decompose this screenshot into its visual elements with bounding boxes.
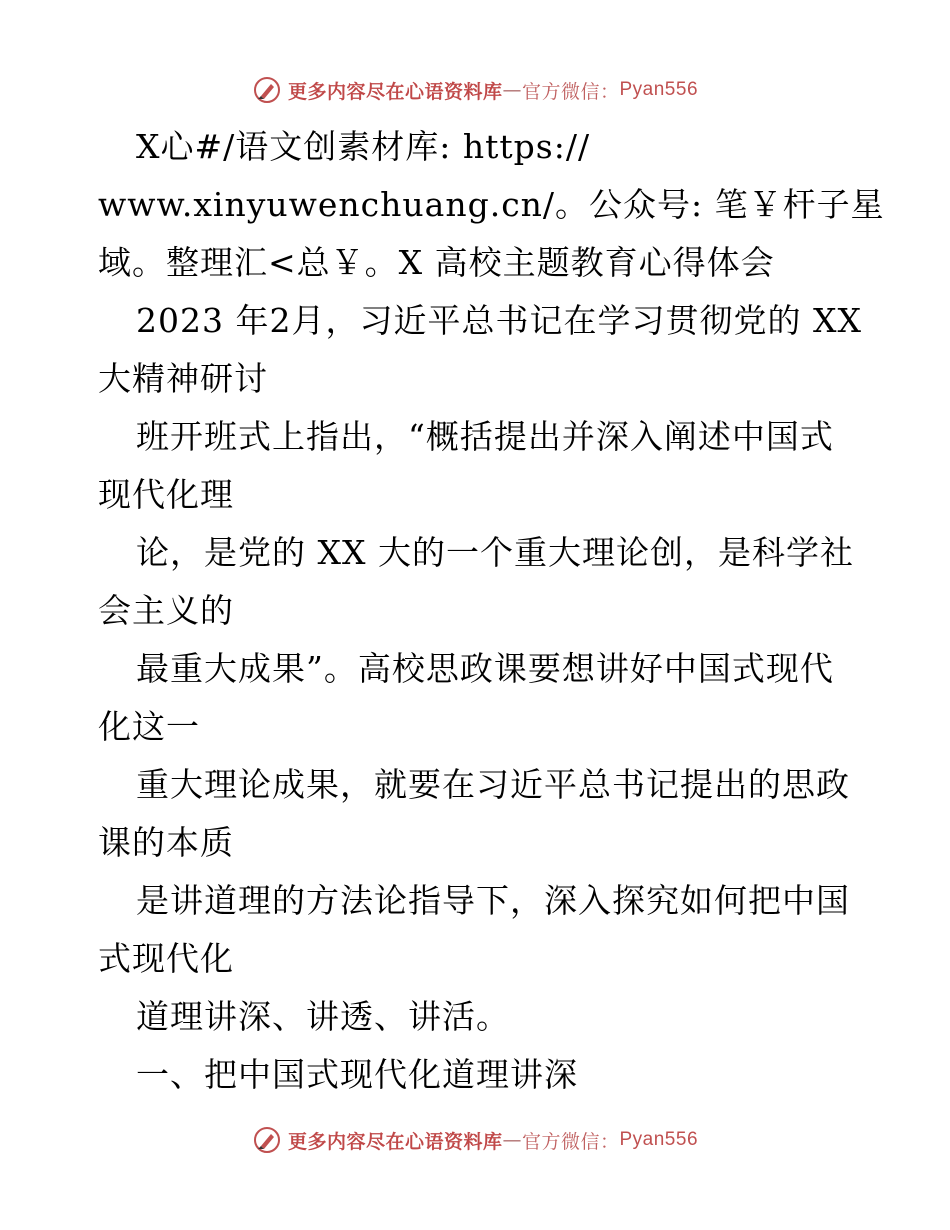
watermark-main-text: 更多内容尽在心语资料库 (287, 80, 503, 103)
body-line: 课的本质 (98, 823, 234, 862)
pen-logo-icon (252, 75, 282, 105)
body-line: 论，是党的 XX 大的一个重大理论创，是科学社 (136, 533, 854, 572)
body-line: 现代化理 (98, 475, 234, 514)
watermark-dash: — (502, 1129, 522, 1151)
body-line: 道理讲深、讲透、讲活。 (136, 997, 510, 1036)
body-line: 会主义的 (98, 591, 234, 630)
body-line: 班开班式上指出，“概括提出并深入阐述中国式 (136, 417, 834, 456)
footer-watermark (0, 1120, 950, 1160)
body-line: www.xinyuwenchuang.cn/。公众号: 笔￥杆子星 (98, 185, 885, 224)
watermark-main-text: 更多内容尽在心语资料库 (287, 1130, 503, 1153)
document-body (98, 118, 885, 1104)
watermark-wechat-id: Pyan556 (619, 79, 699, 100)
watermark-contact-label: 官方微信： (521, 80, 620, 103)
body-line: 式现代化 (98, 939, 234, 978)
header-watermark (0, 70, 950, 110)
body-line: 域。整理汇<总￥。X 高校主题教育心得体会 (98, 243, 775, 282)
body-line: 最重大成果”。高校思政课要想讲好中国式现代 (136, 649, 834, 688)
body-line: X心#/语文创素材库: https:// (136, 127, 591, 166)
pen-logo-icon (252, 1125, 282, 1155)
body-line: 大精神研讨 (98, 359, 268, 398)
watermark-wechat-id: Pyan556 (619, 1129, 699, 1150)
body-line: 化这一 (98, 707, 200, 746)
watermark-dash: — (502, 79, 522, 101)
body-line: 2023 年2月，习近平总书记在学习贯彻党的 XX (136, 301, 862, 340)
watermark-contact-label: 官方微信： (521, 1130, 620, 1153)
section-heading: 一、把中国式现代化道理讲深 (136, 1055, 578, 1094)
body-line: 重大理论成果，就要在习近平总书记提出的思政 (136, 765, 850, 804)
body-line: 是讲道理的方法论指导下，深入探究如何把中国 (136, 881, 850, 920)
